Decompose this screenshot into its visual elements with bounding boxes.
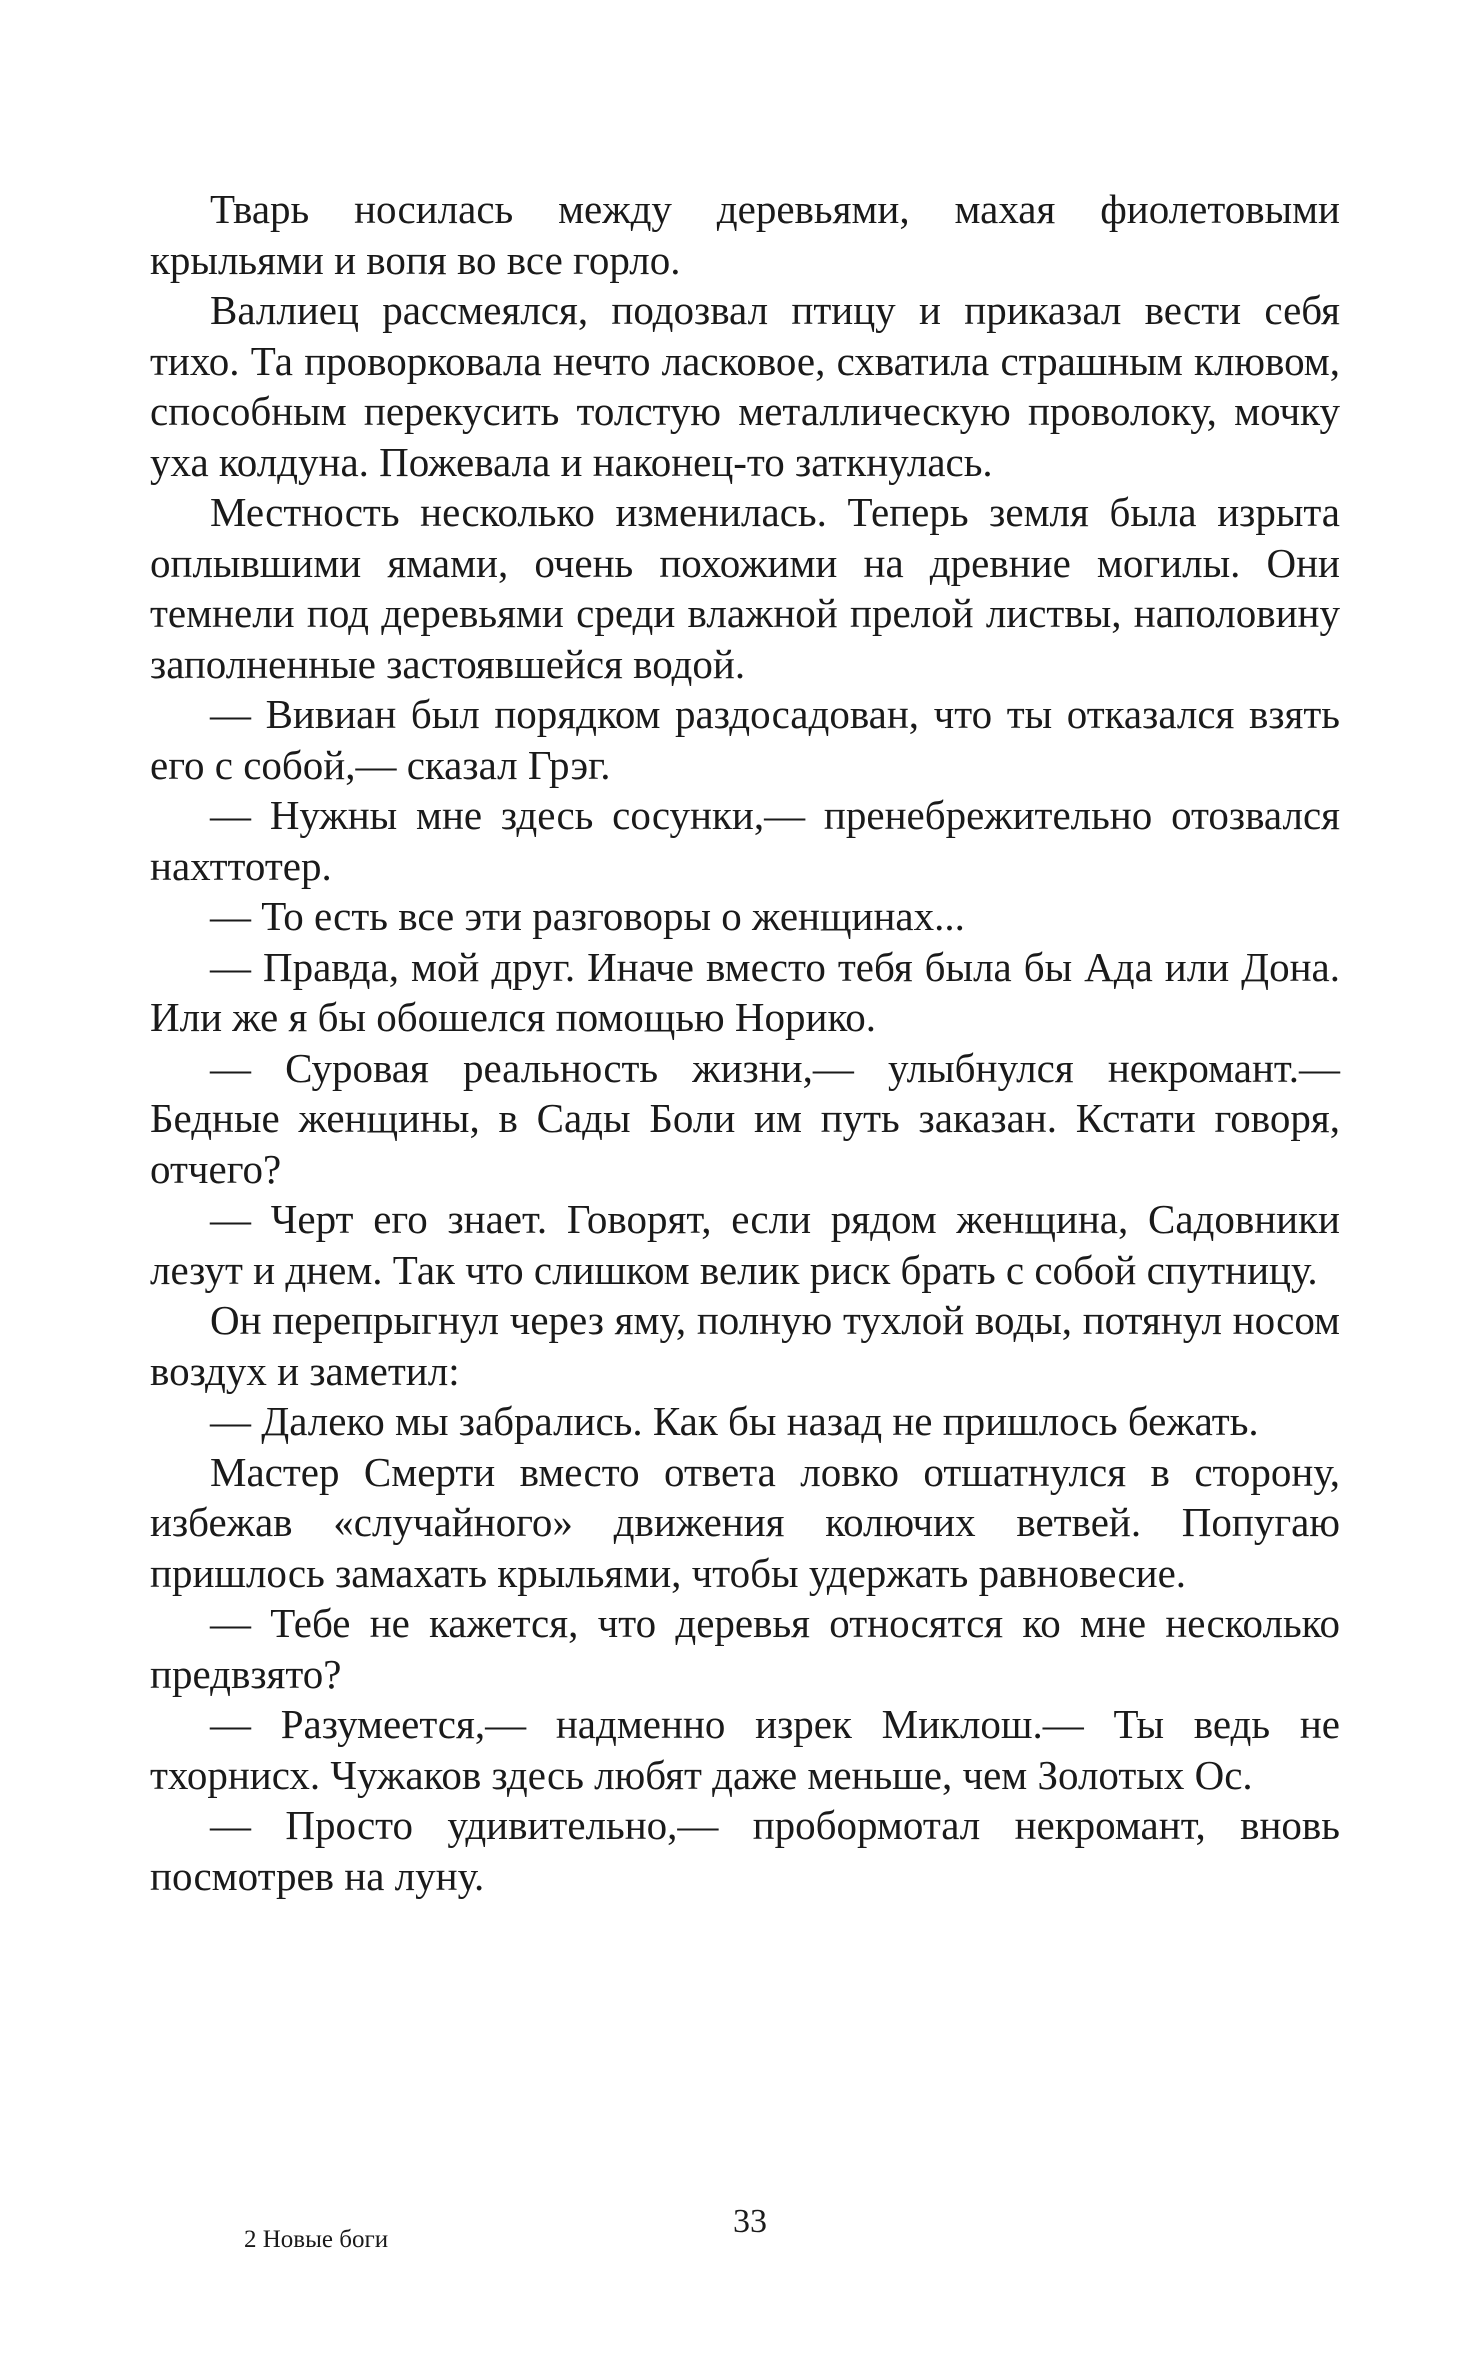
printer-signature-mark: 2 Новые боги [244,2226,389,2253]
paragraph: Мастер Смерти вместо ответа ловко отшатнулся в сторону, избежав «случайного» движения колючих ветвей. Попугаю пришлось замахать крыльями, чтобы удержать равновесие. [150,1448,1340,1596]
page-number: 33 [733,2203,767,2240]
dialogue-line: — Далеко мы забрались. Как бы назад не пришлось бежать. [210,1398,1259,1444]
dialogue-line: — Черт его знает. Говорят, если рядом женщина, Садовники лезут и днем. Так что слишком велик риск брать с собой спутницу. [150,1196,1340,1293]
dialogue-line: — Вивиан был порядком раздосадован, что ты отказался взять его с собой,— сказал Грэг. [150,691,1340,788]
dialogue-line: — То есть все эти разговоры о женщинах... [210,893,965,939]
dialogue-line: — Нужны мне здесь сосунки,— пренебрежительно отозвался нахттотер. [150,792,1340,889]
paragraph: Валлиец рассмеялся, подозвал птицу и приказал вести себя тихо. Та проворковала нечто ласковое, схватила страшным клювом, способным перекусить толстую металлическую проволоку, мочку уха колдуна. Пожевала и наконец-то заткнулась. [150,287,1340,485]
dialogue-line: — Правда, мой друг. Иначе вместо тебя была бы Ада или Дона. Или же я бы обошелся помощью Норико. [150,943,1340,1040]
dialogue-line: — Просто удивительно,— пробормотал некромант, вновь посмотрев на луну. [150,1802,1340,1899]
dialogue-line: — Суровая реальность жизни,— улыбнулся некромант.— Бедные женщины, в Сады Боли им путь заказан. Кстати говоря, отчего? [150,1044,1340,1192]
body-text [150,184,1340,1901]
dialogue-line: — Разумеется,— надменно изрек Миклош.— Ты ведь не тхорнисх. Чужаков здесь любят даже меньше, чем Золотых Ос. [150,1701,1340,1798]
paragraph: Местность несколько изменилась. Теперь земля была изрыта оплывшими ямами, очень похожими на древние могилы. Они темнели под деревьями среди влажной прелой листвы, наполовину заполненные застоявшейся водой. [150,489,1340,687]
paragraph: Тварь носилась между деревьями, махая фиолетовыми крыльями и вопя во все горло. [150,186,1340,283]
dialogue-line: — Тебе не кажется, что деревья относятся ко мне несколько предвзято? [150,1600,1340,1697]
paragraph: Он перепрыгнул через яму, полную тухлой воды, потянул носом воздух и заметил: [150,1297,1340,1394]
